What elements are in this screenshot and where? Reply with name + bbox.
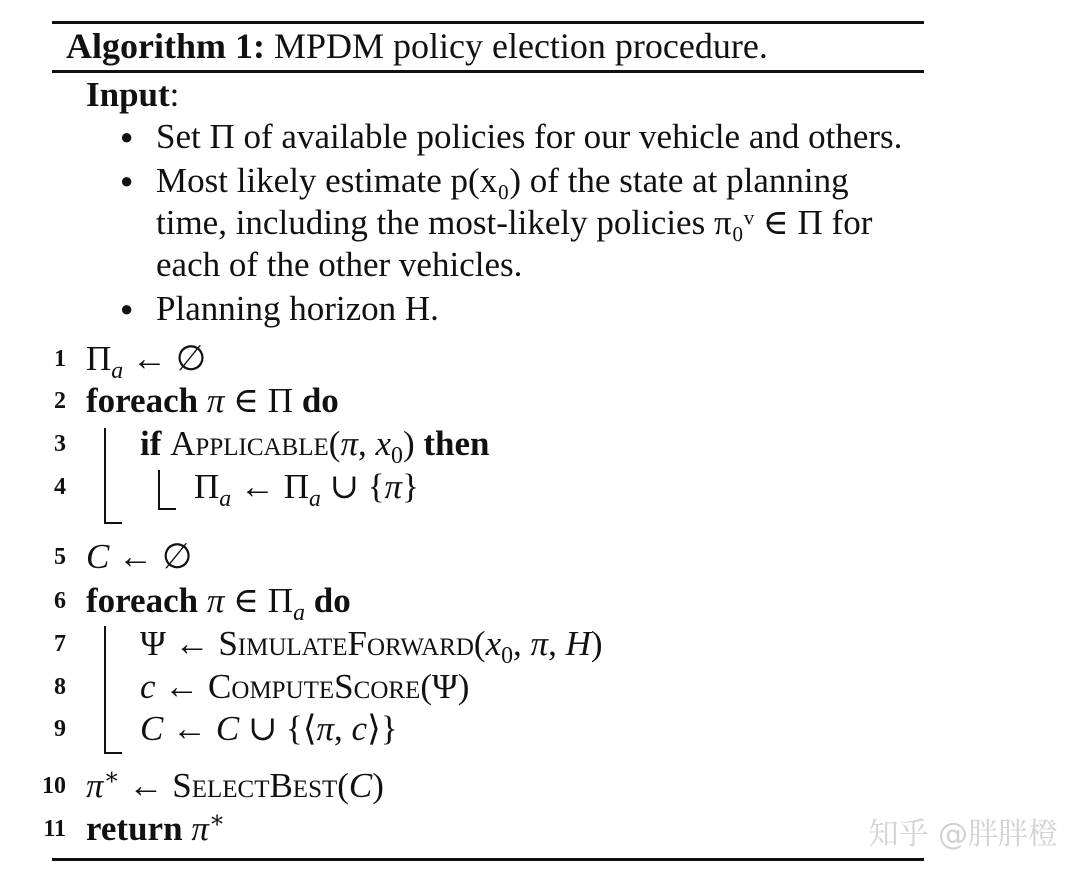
algo-line-8: c ← ComputeScore(Ψ) [140,667,470,706]
line-number: 1 [54,346,66,372]
block-bracket-if-foot [158,508,176,510]
title-rule [52,70,924,73]
bullet-icon: ● [120,124,134,149]
line-number: 5 [54,544,66,570]
algo-line-9: C ← C ∪ {⟨π, c⟩} [140,709,398,748]
block-bracket-foreach-2 [104,626,106,754]
algo-line-3: if Applicable(π, $x_0$) then [140,424,490,469]
keyword-return: return [86,809,183,848]
function-select-best: SelectBest [172,766,338,805]
algorithm-label: Algorithm 1: [66,26,265,66]
algo-line-7: Ψ ← $SimulateForward(x_0$, π, H) [140,624,603,669]
block-bracket-foreach [104,428,106,524]
line-number: 7 [54,631,66,657]
keyword-if: if [140,424,162,463]
algo-line-5: C ← ∅ [86,537,193,576]
bullet-icon: ● [120,168,134,193]
algo-line-11: return π∗ [86,807,226,848]
input-heading [86,74,179,116]
block-bracket-foreach-2-foot [104,752,122,754]
input-item-policies: Set Π of available policies for our vehicle and others. [156,117,903,156]
keyword-foreach: foreach [86,381,199,420]
algorithm-title [66,24,768,68]
algo-line-2: foreach π ∈ Π do [86,381,339,420]
keyword-then: then [423,424,490,463]
function-applicable: Applicable [170,424,329,463]
bullet-icon: ● [120,296,134,321]
line-number: 11 [43,816,66,842]
function-simulate-forward: SimulateForward [218,624,474,663]
algorithm-name: MPDM policy election procedure. [273,26,768,66]
keyword-do: do [313,581,351,620]
function-compute-score: ComputeScore [208,667,421,706]
block-bracket-foreach-foot [104,522,122,524]
input-label: Input [86,75,170,114]
line-number: 8 [54,674,66,700]
input-item-horizon: Planning horizon H. [156,289,439,328]
block-bracket-if [158,470,160,510]
watermark: 知乎 @胖胖橙 [868,817,1058,852]
line-number: 6 [54,588,66,614]
line-number: 4 [54,474,66,500]
input-item-estimate-line2: time, including the most-likely policies π₀ᵛ ∈ Π for [156,203,873,242]
line-number: 3 [54,431,66,457]
bottom-rule [52,858,924,861]
line-number: 10 [42,773,66,799]
keyword-do: do [301,381,339,420]
algo-line-10: π∗ ← SelectBest(C) [86,764,384,805]
algo-line-6: foreach π ∈ $\Pi_a$ do [86,581,351,626]
algo-line-1: $\Pi_a$ ← ∅ [86,339,207,384]
input-item-estimate-line1: Most likely estimate p(x₀) of the state at planning [156,161,849,200]
algo-line-4: $\Pi_a$ ← $\Pi_a$ ∪ {π} [194,467,419,512]
input-item-estimate-line3: each of the other vehicles. [156,245,523,284]
line-number: 9 [54,716,66,742]
keyword-foreach: foreach [86,581,199,620]
line-number: 2 [54,388,66,414]
input-colon: : [169,75,180,114]
